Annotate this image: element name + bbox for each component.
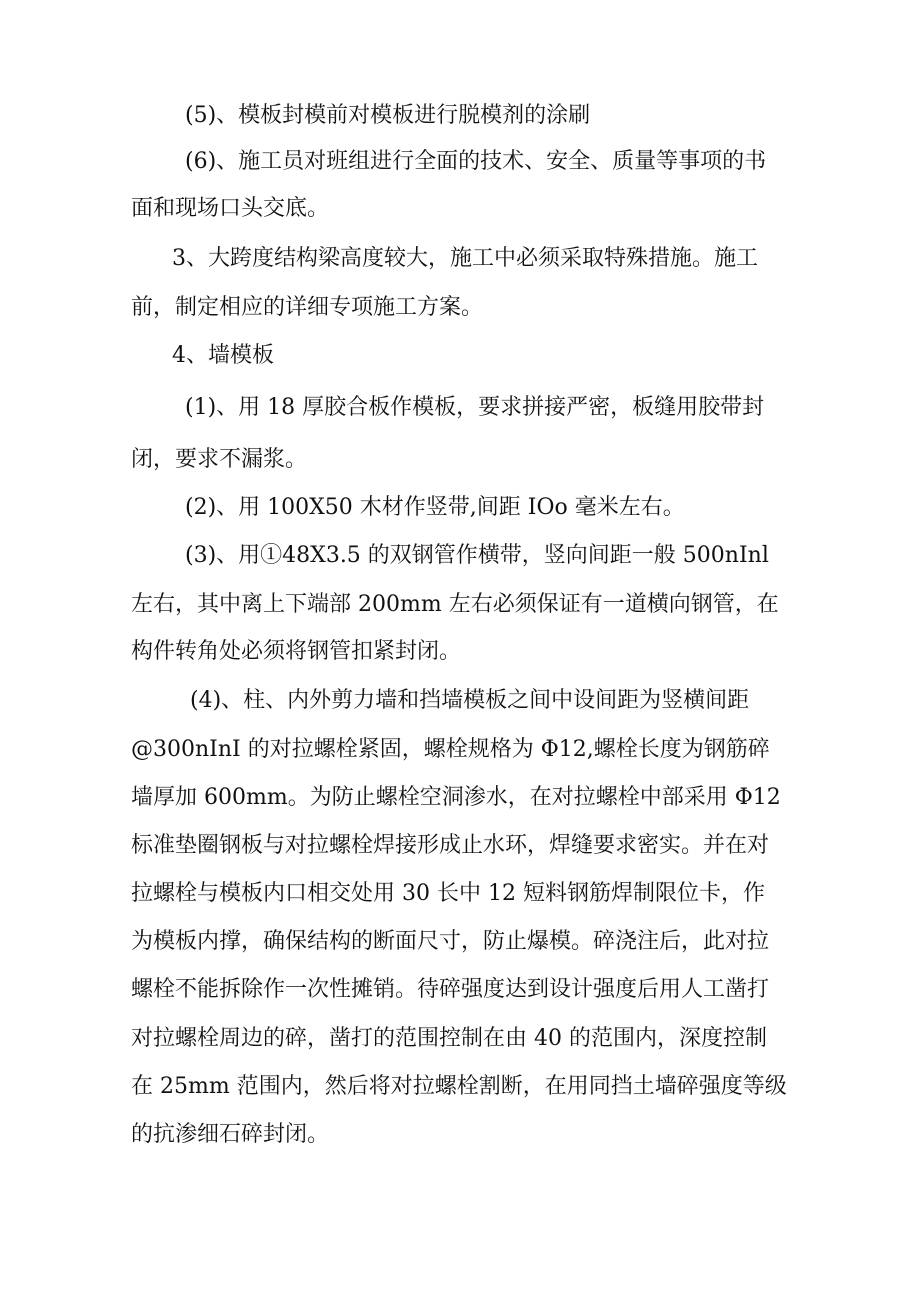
wall-item-2-line-1: (2)、用 100X50 木材作竖带,间距 IOo 毫米左右。: [185, 495, 685, 520]
wall-item-1-line-2: 闭，要求不漏浆。: [131, 447, 308, 472]
paragraph-3-line-1: 3、大跨度结构梁高度较大，施工中必须采取特殊措施。施工: [172, 246, 758, 271]
section-heading-wall-formwork: 4、墙模板: [172, 343, 274, 368]
wall-item-3-line-2: 左右，其中离上下端部 200mm 左右必须保证有一道横向钢管，在: [131, 592, 779, 617]
wall-item-4-line-6: 为模板内撑，确保结构的断面尺寸，防止爆模。碎浇注后，此对拉: [131, 929, 770, 954]
wall-item-4-line-2: @300nInI 的对拉螺栓紧固，螺栓规格为 Φ12,螺栓长度为钢筋碎: [131, 737, 770, 762]
wall-item-4-line-4: 标准垫圈钢板与对拉螺栓焊接形成止水环，焊缝要求密实。并在对: [131, 833, 770, 858]
paragraph-5-line-1: (5)、模板封模前对模板进行脱模剂的涂刷: [185, 103, 591, 128]
wall-item-4-line-5: 拉螺栓与模板内口相交处用 30 长中 12 短料钢筋焊制限位卡，作: [131, 881, 765, 906]
wall-item-4-line-10: 的抗渗细石碎封闭。: [131, 1122, 330, 1147]
wall-item-4-line-1: (4)、柱、内外剪力墙和挡墙模板之间中设间距为竖横间距: [190, 688, 750, 713]
paragraph-3-line-2: 前，制定相应的详细专项施工方案。: [131, 295, 484, 320]
wall-item-3-line-1: (3)、用①48X3.5 的双钢管作横带，竖向间距一般 500nInl: [185, 543, 769, 568]
paragraph-6-line-2: 面和现场口头交底。: [131, 196, 330, 221]
wall-item-4-line-9: 在 25mm 范围内，然后将对拉螺栓割断，在用同挡土墙碎强度等级: [131, 1074, 787, 1099]
wall-item-4-line-3: 墙厚加 600mm。为防止螺栓空洞渗水，在对拉螺栓中部采用 Φ12: [131, 785, 781, 810]
wall-item-4-line-7: 螺栓不能拆除作一次性摊销。待碎强度达到设计强度后用人工凿打: [131, 977, 770, 1002]
wall-item-1-line-1: (1)、用 18 厚胶合板作模板，要求拼接严密，板缝用胶带封: [185, 395, 765, 420]
wall-item-3-line-3: 构件转角处必须将钢管扣紧封闭。: [131, 639, 462, 664]
paragraph-6-line-1: (6)、施工员对班组进行全面的技术、安全、质量等事项的书: [185, 149, 767, 174]
wall-item-4-line-8: 对拉螺栓周边的碎，凿打的范围控制在由 40 的范围内，深度控制: [131, 1026, 767, 1051]
